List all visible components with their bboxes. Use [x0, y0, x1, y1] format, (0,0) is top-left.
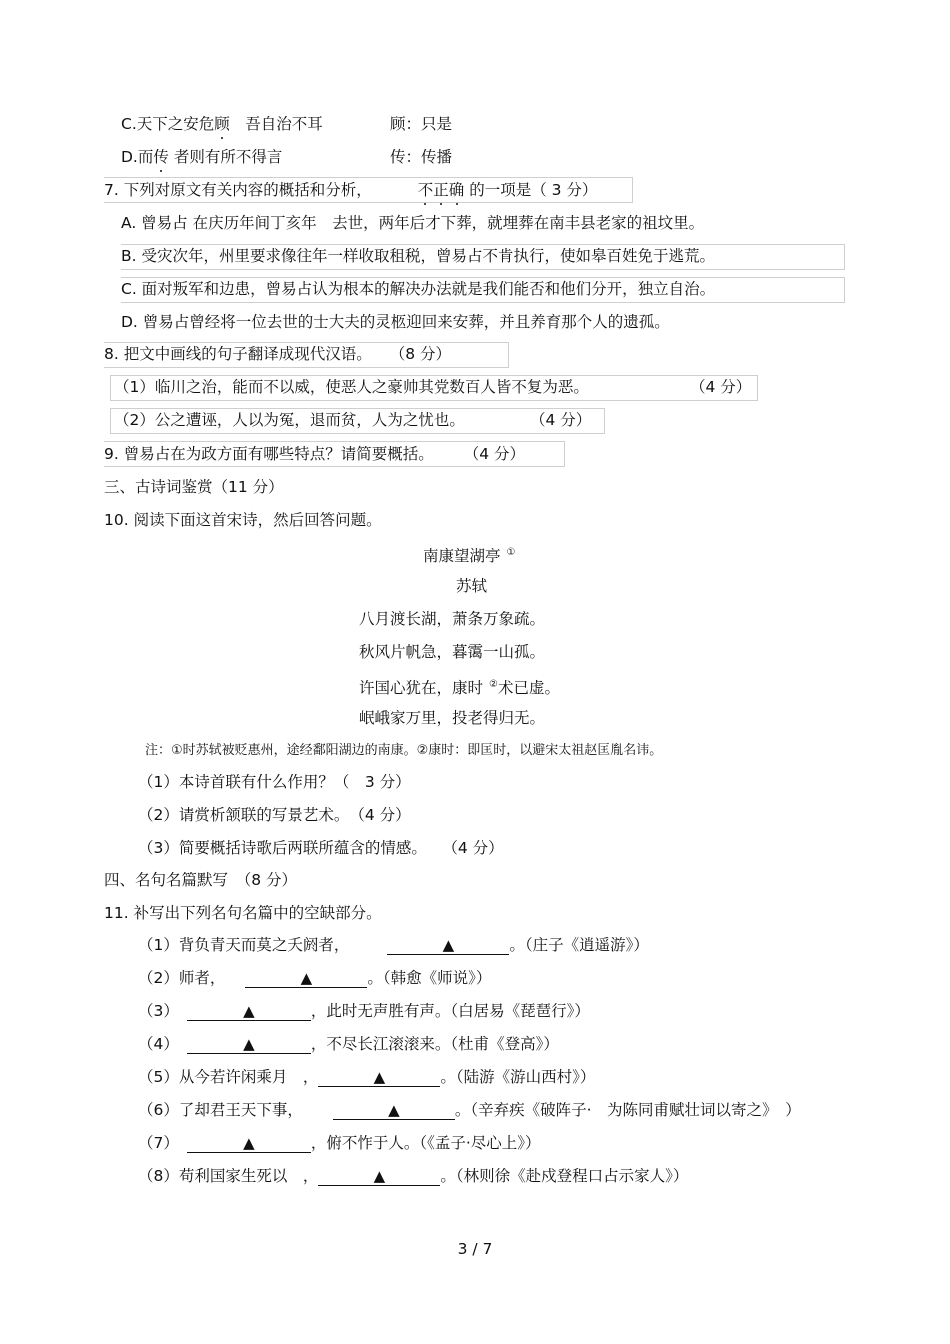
q6-option-d-gloss: 传：传播 — [390, 148, 453, 166]
q10-stem: 10. 阅读下面这首宋诗，然后回答问题。 — [104, 511, 382, 529]
q8-sentence-1-score: （4 分） — [690, 378, 752, 396]
q9-score: （4 分） — [463, 445, 526, 463]
q7-option-c: C. 面对叛军和边患，曾易占认为根本的解决办法就是我们能否和他们分开，独立自治。 — [121, 280, 716, 298]
triangle-icon: ▲ — [243, 1134, 255, 1152]
q8-stem-text: 8. 把文中画线的句子翻译成现代汉语。 — [104, 345, 372, 363]
section-3-heading: 三、古诗词鉴赏（11 分） — [104, 478, 284, 496]
poem-note: 注：①时苏轼被贬惠州，途经鄱阳湖边的南康。②康时：即匡时，以避宋太祖赵匡胤名讳。 — [145, 743, 663, 758]
fill-item-suffix: 。（林则徐《赴戍登程口占示家人》） — [440, 1167, 689, 1185]
q8-score: （8 分） — [389, 345, 452, 363]
option-text: 天下之安危 — [136, 115, 215, 133]
triangle-icon: ▲ — [243, 1035, 255, 1053]
q8-sentence-2-score: （4 分） — [530, 411, 592, 429]
poem-title — [423, 543, 515, 566]
triangle-icon: ▲ — [388, 1101, 400, 1119]
q7-option-a: A. 曾易占 在庆历年间丁亥年 去世，两年后才下葬，就埋葬在南丰县老家的祖坟里。 — [121, 214, 705, 232]
poem-line-3-tail: 术已虚。 — [497, 679, 560, 698]
q7-option-b: B. 受灾次年，州里要求像往年一样收取租税，曾易占不肯执行，使如皋百姓免于逃荒。 — [121, 247, 715, 265]
fill-item-prefix: （3） — [138, 1002, 179, 1020]
fill-item-prefix: （6）了却君王天下事， — [138, 1101, 303, 1119]
fill-item-7 — [138, 1133, 541, 1153]
option-text: 吾自治不耳 — [245, 115, 323, 133]
answer-blank[interactable] — [333, 1101, 455, 1120]
triangle-icon: ▲ — [442, 936, 455, 954]
emphasis-char: 确 — [448, 181, 465, 199]
poem-line-3 — [359, 675, 560, 698]
option-letter: C. — [121, 115, 137, 133]
q9-stem-text: 9. 曾易占在为政方面有哪些特点？请简要概括。 — [104, 445, 434, 463]
q8-sentence-1: （1）临川之治，能而不以威，使恶人之豪帅其党数百人皆不复为恶。 — [114, 378, 589, 396]
page-number: 3 / 7 — [457, 1240, 493, 1258]
footnote-marker: ① — [506, 547, 516, 558]
q6-option-c-gloss: 顾：只是 — [390, 115, 453, 133]
fill-item-prefix: （8）苟利国家生死以 ， — [138, 1167, 319, 1185]
triangle-icon: ▲ — [373, 1167, 386, 1185]
q10-sub-1: （1）本诗首联有什么作用？（ 3 分） — [138, 773, 411, 791]
fill-item-suffix: ，俯不怍于人。（《孟子·尽心上》） — [310, 1134, 541, 1152]
q10-sub-3: （3）简要概括诗歌后两联所蕴含的情感。 （4 分） — [138, 839, 504, 857]
poem-line-4: 岷峨家万里，投老得归无。 — [359, 709, 546, 727]
q6-option-c — [121, 114, 323, 134]
emphasis-char: 正 — [433, 181, 449, 199]
fill-item-prefix: （7） — [138, 1134, 179, 1152]
q8-stem — [104, 344, 451, 364]
fill-item-5 — [138, 1067, 595, 1087]
q9-stem — [104, 444, 525, 464]
fill-item-suffix: 。（庄子《逍遥游》） — [509, 936, 649, 954]
fill-item-3 — [138, 1001, 590, 1021]
answer-blank[interactable] — [187, 1134, 311, 1153]
fill-item-8 — [138, 1166, 688, 1186]
answer-blank[interactable] — [187, 1035, 311, 1054]
poem-line-3-head: 许国心犹在，康时 — [359, 679, 484, 698]
q11-stem: 11. 补写出下列名句名篇中的空缺部分。 — [104, 904, 382, 922]
fill-item-suffix: ，此时无声胜有声。（白居易《琵琶行》） — [310, 1002, 590, 1020]
triangle-icon: ▲ — [243, 1002, 255, 1020]
fill-item-1 — [138, 935, 649, 955]
fill-item-suffix: ，不尽长江滚滚来。（杜甫《登高》） — [310, 1035, 559, 1053]
answer-blank[interactable] — [387, 936, 509, 955]
fill-item-suffix: 。（韩愈《师说》） — [367, 969, 492, 987]
answer-blank[interactable] — [318, 1167, 440, 1186]
fill-item-4 — [138, 1034, 559, 1054]
q6-option-d — [121, 147, 282, 167]
emphasis-char: 传 — [153, 148, 169, 166]
emphasis-char: 顾 — [214, 115, 230, 133]
answer-blank[interactable] — [187, 1002, 311, 1021]
fill-item-prefix: （5）从今若许闲乘月 ， — [138, 1068, 319, 1086]
fill-item-prefix: （1）背负青天而莫之夭阏者， — [138, 936, 350, 954]
fill-item-prefix: （4） — [138, 1035, 179, 1053]
q8-sentence-2: （2）公之遭诬，人以为冤，退而贫，人为之忧也。 — [114, 411, 465, 429]
footnote-marker: ② — [489, 679, 498, 690]
answer-blank[interactable] — [318, 1068, 440, 1087]
poem-title-text: 南康望湖亭 — [423, 547, 501, 566]
option-text: 而 — [137, 148, 154, 166]
q7-option-d: D. 曾易占曾经将一位去世的士大夫的灵柩迎回来安葬，并且养育那个人的遗孤。 — [121, 313, 670, 331]
poem-line-2: 秋风片帆急，暮霭一山孤。 — [359, 643, 546, 661]
q7-stem-pre: 7. 下列对原文有关内容的概括和分析， — [104, 181, 372, 199]
fill-item-prefix: （2）师者， — [138, 969, 226, 987]
fill-item-6 — [138, 1100, 801, 1120]
q7-stem — [104, 180, 597, 200]
emphasis-char: 不 — [417, 181, 434, 199]
poem-author: 苏轼 — [456, 577, 488, 595]
option-letter: D. — [121, 148, 138, 166]
fill-item-2 — [138, 968, 491, 988]
fill-item-suffix: 。（陆游《游山西村》） — [440, 1068, 596, 1086]
poem-line-1: 八月渡长湖，萧条万象疏。 — [359, 610, 546, 628]
option-text: 者则有所不得言 — [173, 148, 283, 166]
answer-blank[interactable] — [245, 969, 367, 988]
fill-item-suffix: 。（辛弃疾《破阵子· 为陈同甫赋壮词以寄之》 ） — [454, 1101, 801, 1119]
q10-sub-2: （2）请赏析颔联的写景艺术。 （4 分） — [138, 806, 411, 824]
section-4-heading: 四、名句名篇默写 （8 分） — [104, 871, 298, 889]
triangle-icon: ▲ — [373, 1068, 386, 1086]
q7-stem-post: 的一项是（ 3 分） — [469, 181, 598, 199]
triangle-icon: ▲ — [300, 969, 313, 987]
